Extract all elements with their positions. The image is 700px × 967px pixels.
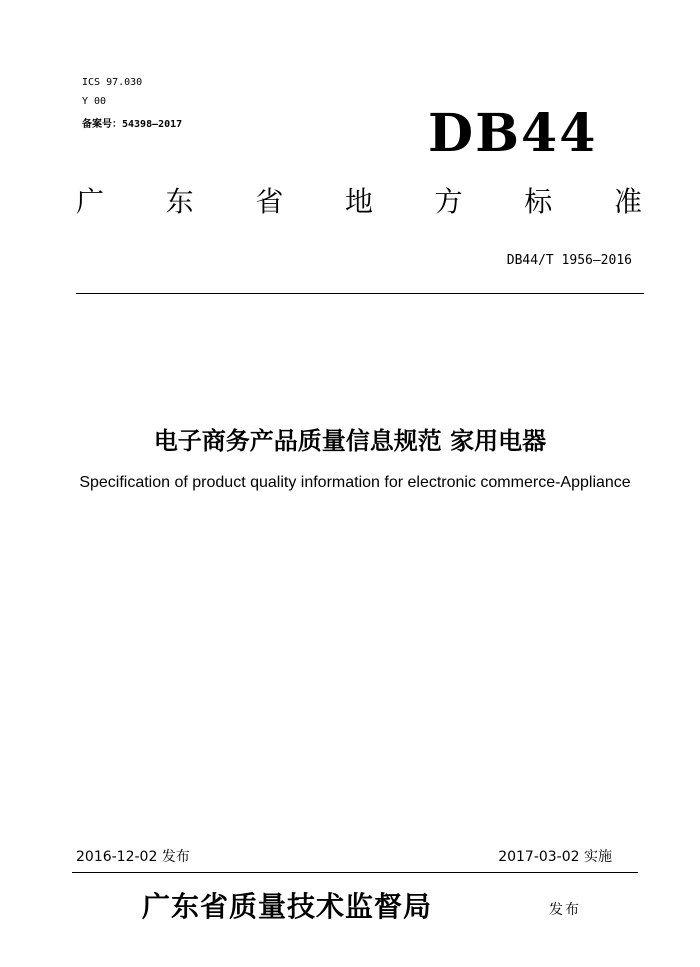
standard-type-char: 方	[434, 185, 463, 218]
standard-type-char: 地	[344, 185, 373, 218]
issue-label: 发布	[549, 902, 581, 918]
issuing-authority: 广东省质量技术监督局	[142, 890, 433, 923]
top-divider	[76, 293, 644, 294]
implementation-date: 2017-03-02 实施	[498, 849, 612, 865]
standard-type-char: 广	[76, 185, 105, 218]
standard-type-char: 标	[524, 185, 553, 218]
classification-code: Y 00	[82, 96, 107, 107]
english-title: Specification of product quality information for electronic commerce-Appliance	[79, 474, 631, 491]
ics-code: ICS 97.030	[82, 77, 143, 88]
standard-type-heading	[76, 184, 642, 220]
standard-code-logo: DB44	[428, 103, 598, 164]
record-number: 备案号：54398—2017	[82, 119, 183, 130]
standard-number: DB44/T 1956—2016	[506, 253, 632, 268]
standard-type-char: 省	[255, 185, 284, 218]
standard-type-char: 东	[165, 185, 194, 218]
chinese-title: 电子商务产品质量信息规范 家用电器	[153, 427, 547, 455]
publish-date: 2016-12-02 发布	[76, 849, 190, 865]
bottom-divider	[72, 872, 638, 873]
standard-type-char: 准	[613, 185, 642, 218]
